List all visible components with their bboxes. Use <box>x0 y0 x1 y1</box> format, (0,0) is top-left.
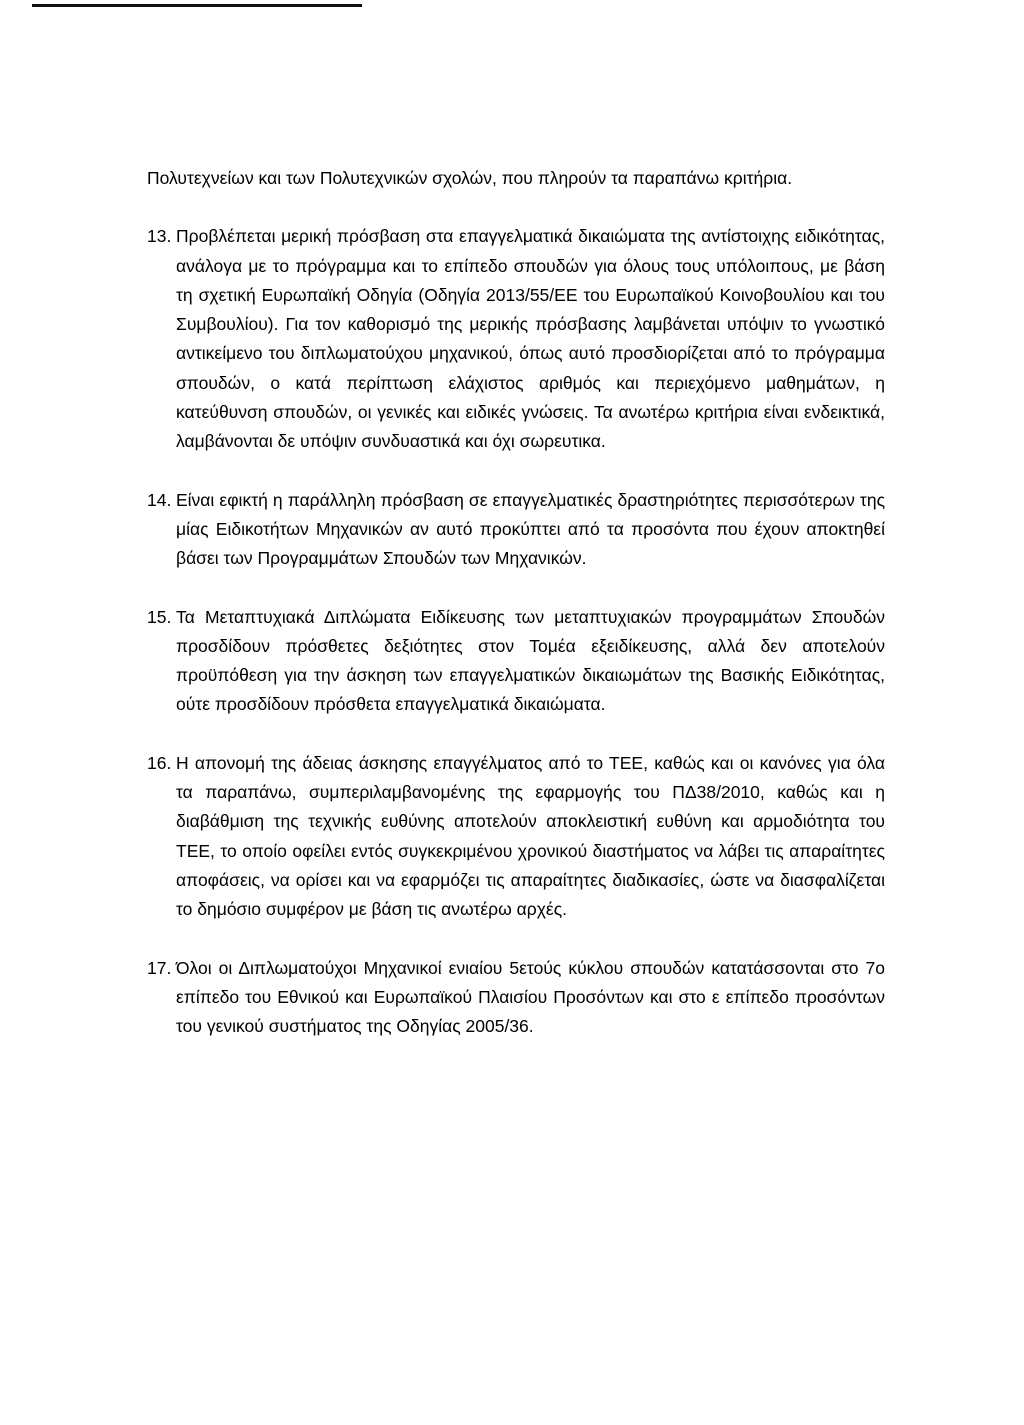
list-item-13 <box>147 222 885 456</box>
item-number: 17. <box>147 957 172 978</box>
list-item-15 <box>147 603 885 720</box>
item-number: 14. <box>147 489 172 510</box>
item-number: 13. <box>147 226 172 247</box>
scan-edge-line <box>32 4 362 7</box>
item-text: Τα Μεταπτυχιακά Διπλώματα Ειδίκευσης των μεταπτυχιακών προγραμμάτων Σπουδών προσδίδουν πρόσθετες δεξιότητες στον Τομέα εξειδίκευσης, αλλά δεν αποτελούν προϋπόθεση για την άσκηση των επαγγελματικών δικαιωμάτων της Βασικής Ειδικότητας, ούτε προσδίδουν πρόσθετα επαγγελματικά δικαιώματα. <box>176 606 885 715</box>
list-item-14 <box>147 486 885 574</box>
document-body <box>147 164 885 1041</box>
continuation-paragraph: Πολυτεχνείων και των Πολυτεχνικών σχολών, που πληρούν τα παραπάνω κριτήρια. <box>147 168 793 188</box>
item-text: Είναι εφικτή η παράλληλη πρόσβαση σε επαγγελματικές δραστηριότητες περισσότερων της μίας Ειδικοτήτων Μηχανικών αν αυτό προκύπτει από τα προσόντα που έχουν αποκτηθεί βάσει των Προγραμμάτων Σπουδών των Μηχανικών. <box>176 489 885 569</box>
list-item-17 <box>147 954 885 1042</box>
item-text: Προβλέπεται μερική πρόσβαση στα επαγγελματικά δικαιώματα της αντίστοιχης ειδικότητας, ανάλογα με το πρόγραμμα και το επίπεδο σπουδών για όλους τους υπόλοιπους, με βάση τη σχετική Ευρωπαϊκή Οδηγία (Οδηγία 2013/55/ΕΕ του Ευρωπαϊκού Κοινοβουλίου και του Συμβουλίου). Για τον καθορισμό της μερικής πρόσβασης λαμβάνεται υπόψιν το γνωστικό αντικείμενο του διπλωματούχου μηχανικού, όπως αυτό προσδιορίζεται από το πρόγραμμα σπουδών, ο κατά περίπτωση ελάχιστος αριθμός και περιεχόμενο μαθημάτων, η κατεύθυνση σπουδών, οι γενικές και ειδικές γνώσεις. Τα ανωτέρω κριτήρια είναι ενδεικτικά, λαμβάνονται δε υπόψιν συνδυαστικά και όχι σωρευτικα. <box>176 226 885 452</box>
item-number: 16. <box>147 752 172 773</box>
item-number: 15. <box>147 606 172 627</box>
list-item-16 <box>147 749 885 925</box>
item-text: Η απονομή της άδειας άσκησης επαγγέλματος από το ΤΕΕ, καθώς και οι κανόνες για όλα τα παραπάνω, συμπεριλαμβανομένης της εφαρμογής του ΠΔ38/2010, καθώς και η διαβάθμιση της τεχνικής ευθύνης αποτελούν αποκλειστική ευθύνη και αρμοδιότητα του ΤΕΕ, το οποίο οφείλει εντός συγκεκριμένου χρονικού διαστήματος να λάβει τις απαραίτητες αποφάσεις, να ορίσει και να εφαρμόζει τις απαραίτητες διαδικασίες, ώστε να διασφαλίζεται το δημόσιο συμφέρον με βάση τις ανωτέρω αρχές. <box>176 752 885 920</box>
item-text: Όλοι οι Διπλωματούχοι Μηχανικοί ενιαίου 5ετούς κύκλου σπουδών κατατάσσονται στο 7ο επίπεδο του Εθνικού και Ευρωπαϊκού Πλαισίου Προσόντων και στο ε επίπεδο προσόντων του γενικού συστήματος της Οδηγίας 2005/36. <box>176 957 885 1037</box>
